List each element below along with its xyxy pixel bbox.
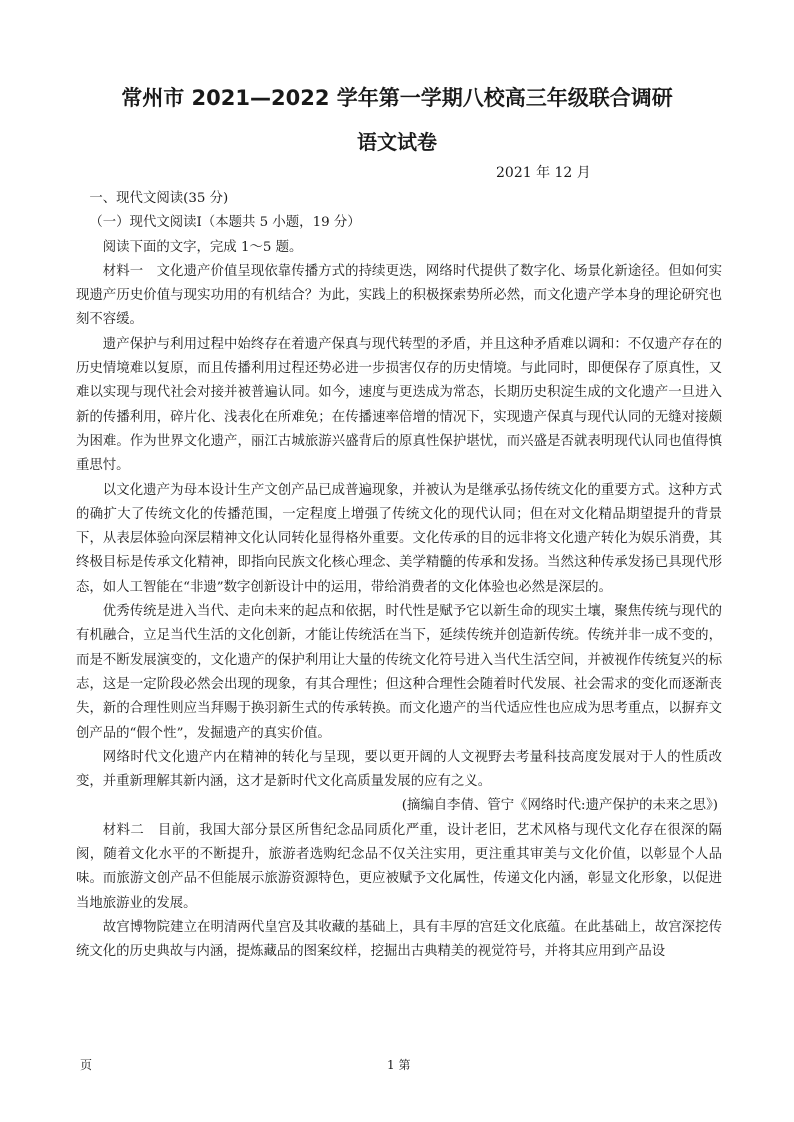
exam-date: 2021 年 12 月 bbox=[496, 165, 591, 181]
material1-paragraph-3: 以文化遗产为母本设计生产文创产品已成普遍现象，并被认为是继承弘扬传统文化的重要方式。这种方式的确扩大了传统文化的传播范围，一定程度上增强了传统文化的现代认同；但在对文化精品期望提升的背景下，从表层体验向深层精神文化认同转化显得格外重要。文化传承的目的远非将文化遗产转化为娱乐消费，其终极目标是传承文化精神，即指向民族文化核心理念、美学精髓的传承和发扬。当然这种传承发扬已具现代形态，如人工智能在“非遗”数字创新设计中的运用，带给消费者的文化体验也必然是深层的。 bbox=[76, 482, 722, 595]
material1-source: (摘编自李倩、管宁《网络时代:遗产保护的未来之思》) bbox=[401, 798, 718, 814]
reading-instruction: 阅读下面的文字，完成 1～5 题。 bbox=[102, 239, 303, 255]
material2-paragraph-2: 故宫博物院建立在明清两代皇宫及其收藏的基础上，具有丰厚的宫廷文化底蕴。在此基础上，故宫深挖传统文化的历史典故与内涵，提炼藏品的图案纹样，挖掘出古典精美的视觉符号，并将其应用到产品设 bbox=[76, 919, 722, 960]
exam-body bbox=[76, 187, 722, 965]
section-subheading: （一）现代文阅读Ⅰ（本题共 5 小题，19 分） bbox=[89, 215, 361, 231]
material2-paragraph-1: 材料二 目前，我国大部分景区所售纪念品同质化严重，设计老旧，艺术风格与现代文化存在很深的隔阂，随着文化水平的不断提升，旅游者选购纪念品不仅关注实用，更注重其审美与文化价值，以彰显个人品味。而旅游文创产品不但能展示旅游资源特色，更应被赋予文化属性，传递文化内涵，彰显文化形象，以促进当地旅游业的发展。 bbox=[76, 822, 722, 911]
footer-page-label: 页 bbox=[80, 1058, 93, 1072]
material1-paragraph-4: 优秀传统是进入当代、走向未来的起点和依据，时代性是赋予它以新生命的现实土壤，聚焦传统与现代的有机融合，立足当代生活的文化创新，才能让传统活在当下，延续传统并创造新传统。传统并非一成不变的，而是不断发展演变的，文化遗产的保护利用让大量的传统文化符号进入当代生活空间，并被视作传统复兴的标志，这是一定阶段必然会出现的现象，有其合理性；但这种合理性会随着时代发展、社会需求的变化而逐渐丧失，新的合理性则应当拜赐于换羽新生式的传承转换。而文化遗产的当代适应性也应成为思考重点，以摒弃文创产品的“假个性”，发掘遗产的真实价值。 bbox=[76, 604, 722, 741]
page-subtitle: 语文试卷 bbox=[357, 130, 437, 154]
section-heading: 一、现代文阅读(35 分) bbox=[89, 191, 229, 206]
page-title: 常州市 2021—2022 学年第一学期八校高三年级联合调研 bbox=[121, 86, 673, 110]
material1-paragraph-2: 遗产保护与利用过程中始终存在着遗产保真与现代转型的矛盾，并且这种矛盾难以调和：不仅遗产存在的历史情境难以复原，而且传播利用过程还势必进一步损害仅存的历史情境。与此同时，即便保存了原真性，又难以实现与现代社会对接并被普遍认同。如今，速度与更迭成为常态，长期历史积淀生成的文化遗产一旦进入新的传播利用，碎片化、浅表化在所难免；在传播速率倍增的情况下，实现遗产保真与现代认同的无缝对接颇为困难。作为世界文化遗产，丽江古城旅游兴盛背后的原真性保护堪忧，而兴盛是否就表明现代认同也值得慎重思忖。 bbox=[76, 336, 722, 474]
material1-paragraph-5: 网络时代文化遗产内在精神的转化与呈现，要以更开阔的人文视野去考量科技高度发展对于人的性质改变，并重新理解其新内涵，这才是新时代文化高质量发展的应有之义。 bbox=[76, 749, 722, 790]
footer-page-number: 1 第 bbox=[387, 1058, 411, 1072]
material1-paragraph-1: 材料一 文化遗产价值呈现依靠传播方式的持续更迭，网络时代提供了数字化、场景化新途径。但如何实现遗产历史价值与现实功用的有机结合？为此，实践上的积极探索势所必然，而文化遗产学本身的理论研究也刻不容缓。 bbox=[76, 263, 722, 328]
